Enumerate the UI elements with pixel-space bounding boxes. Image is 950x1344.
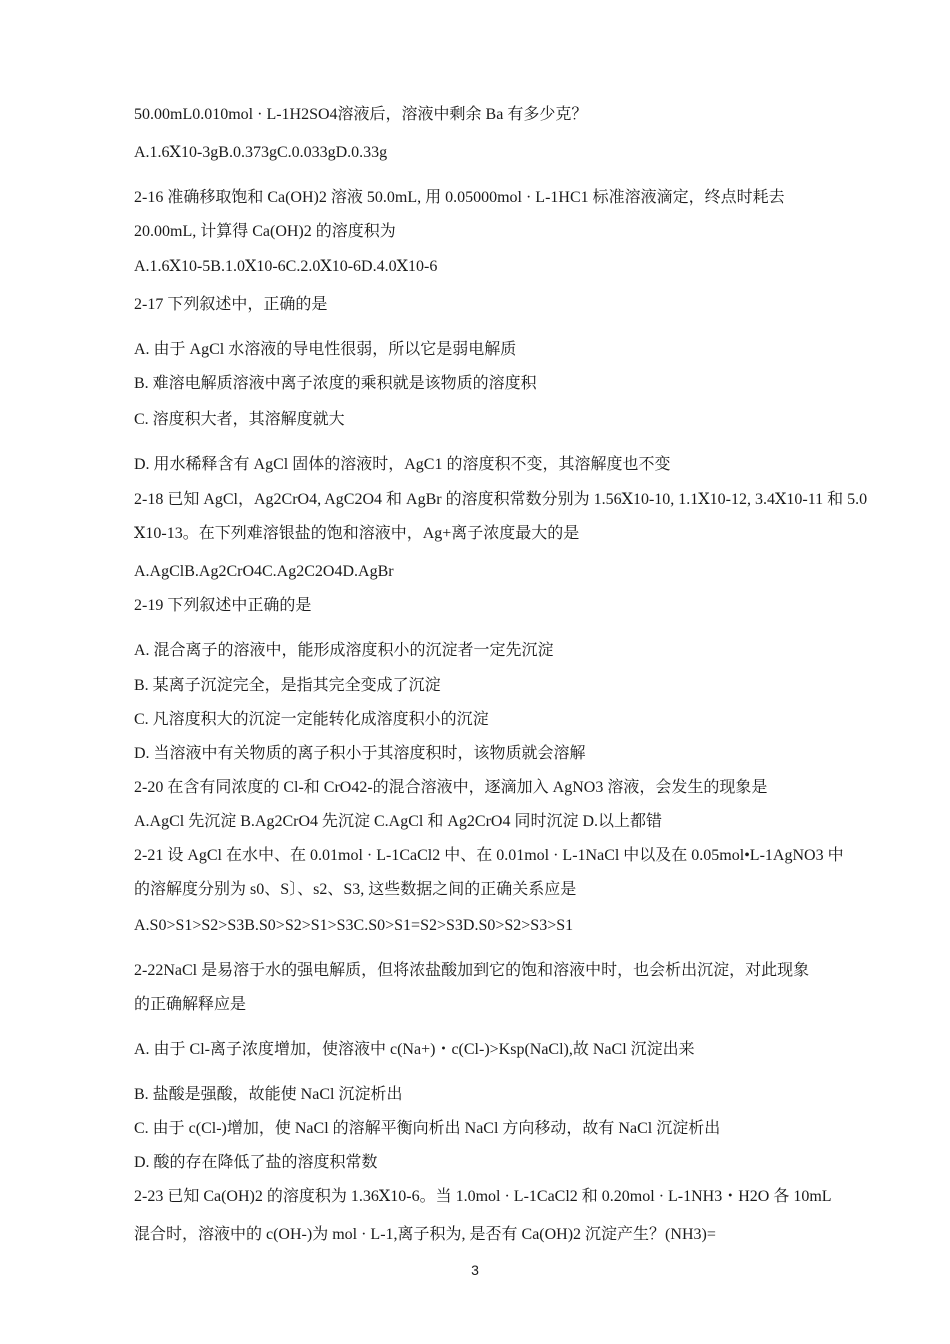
option-a: A. 由于 Cl-离子浓度增加，使溶液中 c(Na+)・c(Cl-)>Ksp(NaCl),故 NaCl 沉淀出来 [134, 1041, 695, 1058]
text-line: Ⅹ10-13。在下列难溶银盐的饱和溶液中，Ag+离子浓度最大的是 [134, 525, 580, 542]
question-2-17: 2-17 下列叙述中，正确的是 [134, 296, 328, 313]
option-c: C. 凡溶度积大的沉淀一定能转化成溶度积小的沉淀 [134, 711, 489, 728]
text-line: 的正确解释应是 [134, 996, 247, 1013]
page-number: 3 [471, 1262, 479, 1278]
answer-options: A.AgCl 先沉淀 B.Ag2CrO4 先沉淀 C.AgCl 和 Ag2CrO4 同时沉淀 D.以上都错 [134, 813, 663, 830]
text-line: 20.00mL, 计算得 Ca(OH)2 的溶度积为 [134, 223, 396, 240]
answer-options: A.1.6Ⅹ10-5B.1.0Ⅹ10-6C.2.0Ⅹ10-6D.4.0Ⅹ10-6 [134, 258, 438, 275]
option-a: A. 由于 AgCl 水溶液的导电性很弱，所以它是弱电解质 [134, 341, 517, 358]
question-2-22: 2-22NaCl 是易溶于水的强电解质，但将浓盐酸加到它的饱和溶液中时，也会析出沉淀，对此现象 [134, 962, 810, 979]
option-b: B. 难溶电解质溶液中离子浓度的乘积就是该物质的溶度积 [134, 375, 537, 392]
option-c: C. 由于 c(Cl-)增加，使 NaCl 的溶解平衡向析出 NaCl 方向移动，故有 NaCl 沉淀析出 [134, 1120, 721, 1137]
answer-options: A.S0>S1>S2>S3B.S0>S2>S1>S3C.S0>S1=S2>S3D.S0>S2>S3>S1 [134, 917, 574, 934]
option-b: B. 某离子沉淀完全，是指其完全变成了沉淀 [134, 677, 441, 694]
text-line: 的溶解度分别为 s0、S〕、s2、S3, 这些数据之间的正确关系应是 [134, 881, 577, 898]
answer-options: A.AgClB.Ag2CrO4C.Ag2C2O4D.AgBr [134, 563, 394, 580]
question-2-19: 2-19 下列叙述中正确的是 [134, 597, 312, 614]
option-d: D. 酸的存在降低了盐的溶度积常数 [134, 1154, 378, 1171]
option-c: C. 溶度积大者，其溶解度就大 [134, 411, 345, 428]
option-d: D. 用水稀释含有 AgCl 固体的溶液时，AgC1 的溶度积不变，其溶解度也不变 [134, 456, 671, 473]
option-d: D. 当溶液中有关物质的离子积小于其溶度积时，该物质就会溶解 [134, 745, 586, 762]
question-2-18: 2-18 已知 AgCl，Ag2CrO4, AgC2O4 和 AgBr 的溶度积常数分别为 1.56Ⅹ10-10, 1.1Ⅹ10-12, 3.4Ⅹ10-11 和 5.0 [134, 491, 868, 508]
text-line: 50.00mL0.010mol · L-1H2SO4溶液后，溶液中剩余 Ba 有多少克？ [134, 106, 588, 123]
text-line: 混合时，溶液中的 c(OH-)为 mol · L-1,离子积为, 是否有 Ca(OH)2 沉淀产生？(NH3)= [134, 1226, 716, 1243]
option-b: B. 盐酸是强酸，故能使 NaCl 沉淀析出 [134, 1086, 403, 1103]
text-line: A.1.6Ⅹ10-3gB.0.373gC.0.033gD.0.33g [134, 144, 388, 161]
question-2-23: 2-23 已知 Ca(OH)2 的溶度积为 1.36Ⅹ10-6。当 1.0mol · L-1CaCl2 和 0.20mol · L-1NH3・H2O 各 10mL [134, 1188, 832, 1205]
option-a: A. 混合离子的溶液中，能形成溶度积小的沉淀者一定先沉淀 [134, 642, 554, 659]
question-2-16: 2-16 准确移取饱和 Ca(OH)2 溶液 50.0mL, 用 0.05000mol · L-1HC1 标准溶液滴定，终点时耗去 [134, 189, 785, 206]
question-2-21: 2-21 设 AgCl 在水中、在 0.01mol · L-1CaCl2 中、在 0.01mol · L-1NaCl 中以及在 0.05mol•L-1AgNO3 中 [134, 847, 844, 864]
question-2-20: 2-20 在含有同浓度的 Cl-和 CrO42-的混合溶液中，逐滴加入 AgNO3 溶液，会发生的现象是 [134, 779, 768, 796]
